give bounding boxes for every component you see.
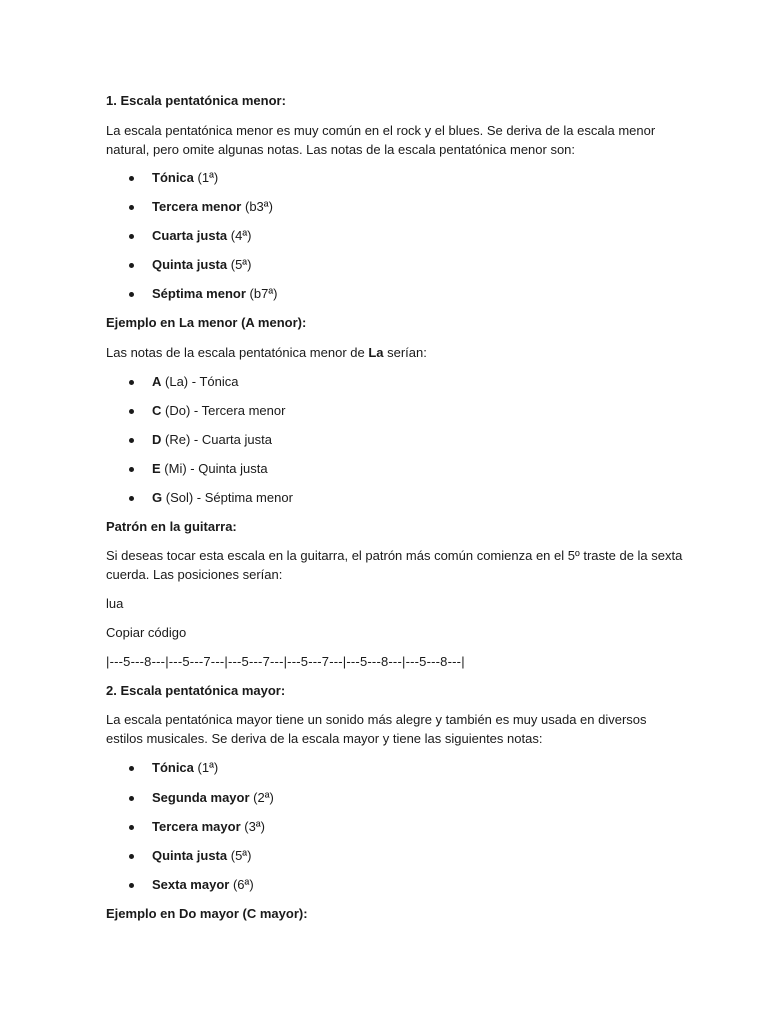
bullet-icon (129, 409, 134, 414)
bullet-icon (129, 796, 134, 801)
degree-name: Cuarta justa (152, 228, 228, 243)
copy-code-label: Copiar código (106, 625, 187, 640)
note-letter: C (152, 403, 162, 418)
bullet-icon (129, 205, 134, 210)
degree-name: Tercera menor (152, 199, 242, 214)
note-detail: (Do) - Tercera menor (165, 403, 286, 418)
code-language: lua (106, 596, 124, 611)
note-letter: G (152, 490, 163, 505)
guitar-tab: |---5---8---|---5---7---|---5---7---|---5---7---|---5---8---|---5---8---| (106, 654, 465, 669)
degree-name: Sexta mayor (152, 877, 230, 892)
note-detail: (La) - Tónica (165, 374, 239, 389)
degree-value: (4ª) (230, 228, 252, 243)
example-intro-bold: La (368, 345, 384, 360)
degree-name: Tónica (152, 760, 194, 775)
pattern-title: Patrón en la guitarra: (106, 519, 237, 534)
pattern-line2: cuerda. Las posiciones serían: (106, 567, 283, 582)
degree-value: (5ª) (230, 257, 252, 272)
bullet-icon (129, 292, 134, 297)
degree-name: Séptima menor (152, 286, 246, 301)
bullet-icon (129, 438, 134, 443)
bullet-icon (129, 176, 134, 181)
example-intro-tail: serían: (383, 345, 427, 360)
bullet-icon (129, 883, 134, 888)
bullet-icon (129, 234, 134, 239)
section2-title: 2. Escala pentatónica mayor: (106, 683, 286, 698)
bullet-icon (129, 467, 134, 472)
note-detail: (Re) - Cuarta justa (165, 432, 272, 447)
bullet-icon (129, 263, 134, 268)
bullet-icon (129, 825, 134, 830)
degree-value: (6ª) (232, 877, 254, 892)
section1-intro-line1: La escala pentatónica menor es muy común en el rock y el blues. Se deriva de la escala menor (106, 123, 656, 138)
note-detail: (Sol) - Séptima menor (165, 490, 293, 505)
bullet-icon (129, 496, 134, 501)
degree-value: (5ª) (230, 848, 252, 863)
section2-example-title: Ejemplo en Do mayor (C mayor): (106, 906, 308, 921)
example-title: Ejemplo en La menor (A menor): (106, 315, 307, 330)
example-intro-text: Las notas de la escala pentatónica menor de (106, 345, 369, 360)
note-letter: A (152, 374, 162, 389)
pattern-line1: Si deseas tocar esta escala en la guitarra, el patrón más común comienza en el 5º traste de la sexta (106, 548, 683, 563)
degree-value: (1ª) (197, 170, 219, 185)
degree-name: Tónica (152, 170, 194, 185)
bullet-icon (129, 854, 134, 859)
note-letter: D (152, 432, 162, 447)
section2-intro-line1: La escala pentatónica mayor tiene un sonido más alegre y también es muy usada en diversos (106, 712, 647, 727)
section1-intro-line2: natural, pero omite algunas notas. Las notas de la escala pentatónica menor son: (106, 142, 576, 157)
section2-intro-line2: estilos musicales. Se deriva de la escala mayor y tiene las siguientes notas: (106, 731, 543, 746)
degree-name: Tercera mayor (152, 819, 241, 834)
section1-title: 1. Escala pentatónica menor: (106, 93, 286, 108)
note-detail: (Mi) - Quinta justa (164, 461, 268, 476)
degree-value: (1ª) (197, 760, 219, 775)
degree-value: (b7ª) (249, 286, 278, 301)
note-letter: E (152, 461, 161, 476)
degree-value: (b3ª) (244, 199, 273, 214)
degree-value: (3ª) (244, 819, 265, 834)
bullet-icon (129, 380, 134, 385)
example-intro (106, 343, 427, 362)
bullet-icon (129, 766, 134, 771)
degree-name: Segunda mayor (152, 790, 250, 805)
degree-value: (2ª) (253, 790, 274, 805)
degree-name: Quinta justa (152, 848, 228, 863)
degree-name: Quinta justa (152, 257, 228, 272)
